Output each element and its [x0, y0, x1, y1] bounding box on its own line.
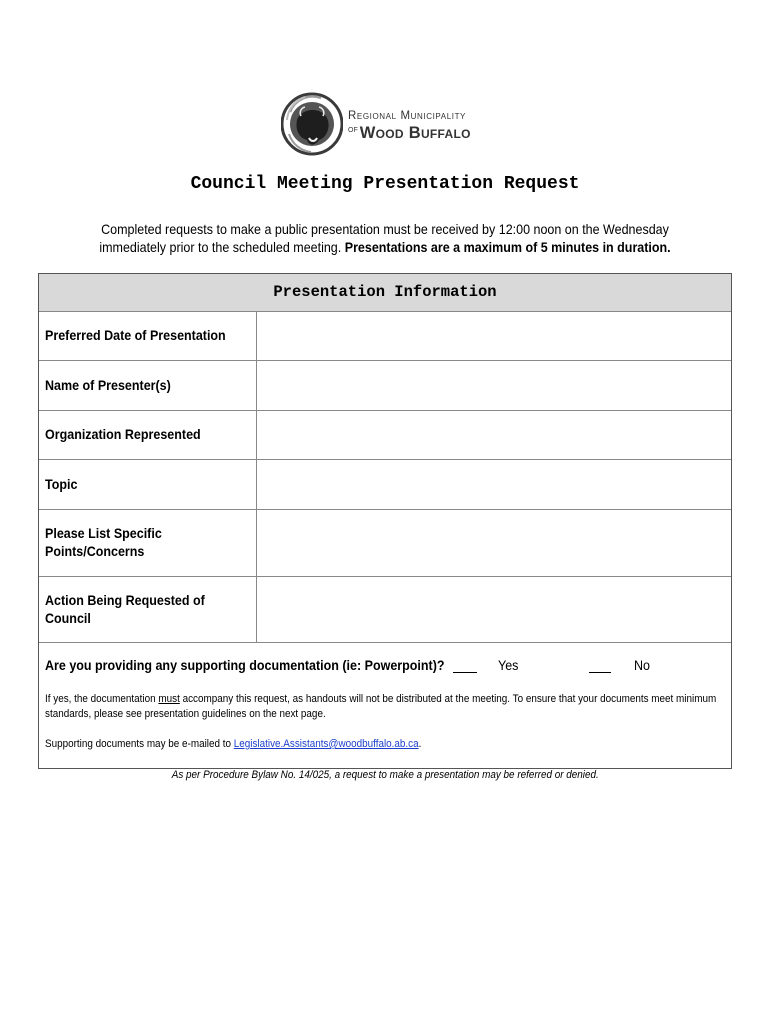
note-text-before: If yes, the documentation [45, 693, 156, 705]
form-row-action [39, 577, 731, 643]
action-requested-field[interactable] [257, 577, 731, 642]
email-note-period: . [418, 738, 422, 750]
presentation-form [38, 273, 732, 769]
yes-label: Yes [498, 658, 519, 673]
email-note-text: Supporting documents may be e-mailed to [45, 738, 232, 750]
field-label [39, 411, 257, 459]
topic-field[interactable] [257, 460, 731, 509]
form-header: Presentation Information [39, 274, 731, 312]
municipality-logo [281, 90, 491, 160]
logo-of: of [348, 124, 358, 135]
form-row-organization [39, 411, 731, 460]
organization-field[interactable] [257, 411, 731, 459]
yes-blank[interactable] [453, 658, 477, 673]
field-label-text: Preferred Date of Presentation [45, 327, 226, 343]
form-row-presenters [39, 361, 731, 411]
no-label: No [634, 658, 650, 673]
logo-line-2 [348, 124, 471, 143]
field-label-text: Organization Represented [45, 427, 201, 442]
field-label [39, 510, 257, 576]
logo-line-1: Regional Municipality [348, 110, 466, 122]
documentation-note [45, 692, 735, 722]
bison-emblem-icon [281, 90, 343, 158]
intro-text: Completed requests to make a public presentation must be received by 12:00 noon on the Wednesday immediately prior to the scheduled meeting. [99, 222, 669, 255]
field-label-text: Please List Specific Points/Concerns [45, 526, 162, 559]
intro-paragraph [68, 221, 703, 257]
form-row-date [39, 311, 731, 361]
note-must: must [158, 693, 180, 705]
field-label [39, 577, 257, 642]
field-label-text: Name of Presenter(s) [45, 377, 171, 393]
presenter-name-field[interactable] [257, 361, 731, 410]
points-concerns-field[interactable] [257, 510, 731, 576]
footer-text: As per Procedure Bylaw No. 14/025, a request to make a presentation may be referred or denied. [171, 769, 599, 781]
field-label [39, 361, 257, 410]
note-text-after: accompany this request, as handouts will not be distributed at the meeting. To ensure that your documents meet minimum standards, please see presentation guidelines on the next page. [45, 693, 717, 720]
preferred-date-field[interactable] [257, 311, 731, 360]
question-text: Are you providing any supporting documentation (ie: Powerpoint)? [45, 658, 445, 673]
page-title: Council Meeting Presentation Request [190, 174, 580, 194]
no-blank[interactable] [589, 658, 611, 673]
field-label [39, 311, 257, 360]
form-row-points [39, 510, 731, 577]
field-label-text: Action Being Requested of Council [45, 592, 205, 626]
logo-wood-buffalo: Wood Buffalo [359, 124, 471, 142]
field-label [39, 460, 257, 509]
email-note [45, 737, 735, 752]
intro-bold-text: Presentations are a maximum of 5 minutes in duration. [344, 240, 671, 255]
form-row-topic [39, 460, 731, 510]
footer-note [0, 769, 770, 781]
email-link[interactable]: Legislative.Assistants@woodbuffalo.ab.ca [233, 738, 419, 750]
field-label-text: Topic [45, 476, 78, 492]
